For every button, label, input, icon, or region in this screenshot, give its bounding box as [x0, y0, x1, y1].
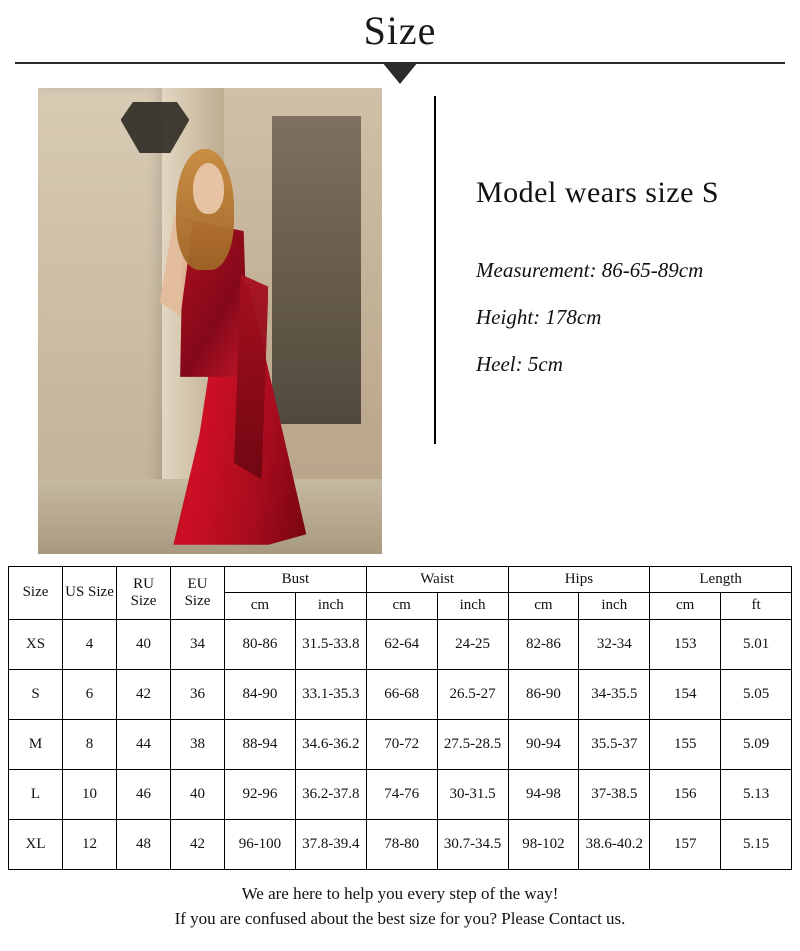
size-table: [8, 566, 792, 870]
hero-section: [0, 88, 800, 560]
cell-waist-cm: 62-64: [366, 619, 437, 669]
caret-down-icon: [382, 62, 418, 84]
page-header: [0, 0, 800, 64]
cell-waist-cm: 70-72: [366, 719, 437, 769]
cell-size: M: [9, 719, 63, 769]
cell-bust-cm: 92-96: [225, 769, 296, 819]
cell-waist-inch: 30-31.5: [437, 769, 508, 819]
footer-line-1: We are here to help you every step of the way!: [241, 884, 559, 903]
model-photo: [38, 88, 382, 554]
table-row: [9, 669, 792, 719]
cell-length-ft: 5.05: [721, 669, 792, 719]
size-table-head: [9, 567, 792, 620]
cell-length-cm: 154: [650, 669, 721, 719]
cell-hips-cm: 98-102: [508, 819, 579, 869]
header-length-ft: ft: [721, 593, 792, 619]
cell-hips-cm: 90-94: [508, 719, 579, 769]
size-table-body: [9, 619, 792, 869]
header-size: Size: [9, 567, 63, 620]
header-hips-inch: inch: [579, 593, 650, 619]
cell-waist-cm: 66-68: [366, 669, 437, 719]
cell-size: S: [9, 669, 63, 719]
cell-bust-cm: 88-94: [225, 719, 296, 769]
model-head: [193, 163, 224, 214]
measurement-value: 86-65-89cm: [601, 258, 704, 282]
table-row: [9, 819, 792, 869]
cell-eu: 36: [171, 669, 225, 719]
heel-value: 5cm: [527, 352, 563, 376]
cell-length-ft: 5.15: [721, 819, 792, 869]
model-measurement-line: [476, 258, 800, 283]
cell-waist-inch: 26.5-27: [437, 669, 508, 719]
cell-us: 8: [63, 719, 117, 769]
cell-length-ft: 5.13: [721, 769, 792, 819]
cell-length-cm: 155: [650, 719, 721, 769]
cell-length-cm: 153: [650, 619, 721, 669]
footer-line-2: If you are confused about the best size for you? Please Contact us.: [174, 908, 626, 928]
header-waist: Waist: [366, 567, 508, 593]
model-height-line: [476, 305, 800, 330]
cell-hips-inch: 34-35.5: [579, 669, 650, 719]
cell-us: 12: [63, 819, 117, 869]
cell-ru: 48: [117, 819, 171, 869]
header-us-size: US Size: [63, 567, 117, 620]
cell-bust-cm: 84-90: [225, 669, 296, 719]
size-table-wrapper: [8, 566, 792, 870]
measurement-label: Measurement:: [476, 258, 597, 282]
model-info: [434, 88, 800, 560]
header-eu-size: EU Size: [171, 567, 225, 620]
cell-ru: 46: [117, 769, 171, 819]
header-ru-size: RU Size: [117, 567, 171, 620]
cell-hips-inch: 35.5-37: [579, 719, 650, 769]
cell-waist-cm: 78-80: [366, 819, 437, 869]
cell-waist-cm: 74-76: [366, 769, 437, 819]
header-length: Length: [650, 567, 792, 593]
page-title: Size: [363, 8, 437, 53]
cell-size: XS: [9, 619, 63, 669]
cell-hips-cm: 82-86: [508, 619, 579, 669]
header-hips-cm: cm: [508, 593, 579, 619]
heel-label: Heel:: [476, 352, 523, 376]
header-bust: Bust: [225, 567, 367, 593]
table-header-row-groups: [9, 567, 792, 593]
cell-eu: 42: [171, 819, 225, 869]
header-bust-cm: cm: [225, 593, 296, 619]
cell-eu: 38: [171, 719, 225, 769]
cell-length-ft: 5.09: [721, 719, 792, 769]
cell-us: 10: [63, 769, 117, 819]
model-size-heading: Model wears size S: [476, 176, 720, 209]
cell-bust-inch: 31.5-33.8: [295, 619, 366, 669]
height-label: Height:: [476, 305, 541, 329]
cell-waist-inch: 24-25: [437, 619, 508, 669]
model-photo-image: [38, 88, 382, 554]
footer-note: [8, 882, 792, 931]
cell-bust-inch: 33.1-35.3: [295, 669, 366, 719]
table-row: [9, 619, 792, 669]
cell-length-cm: 156: [650, 769, 721, 819]
cell-eu: 34: [171, 619, 225, 669]
cell-eu: 40: [171, 769, 225, 819]
header-divider: [15, 62, 785, 64]
photo-door: [272, 116, 361, 424]
cell-hips-inch: 32-34: [579, 619, 650, 669]
header-waist-cm: cm: [366, 593, 437, 619]
table-row: [9, 719, 792, 769]
cell-length-ft: 5.01: [721, 619, 792, 669]
cell-waist-inch: 27.5-28.5: [437, 719, 508, 769]
header-hips: Hips: [508, 567, 650, 593]
header-length-cm: cm: [650, 593, 721, 619]
cell-ru: 40: [117, 619, 171, 669]
header-bust-inch: inch: [295, 593, 366, 619]
cell-bust-cm: 80-86: [225, 619, 296, 669]
cell-hips-inch: 37-38.5: [579, 769, 650, 819]
height-value: 178cm: [545, 305, 602, 329]
cell-bust-inch: 34.6-36.2: [295, 719, 366, 769]
table-row: [9, 769, 792, 819]
cell-bust-inch: 36.2-37.8: [295, 769, 366, 819]
cell-bust-inch: 37.8-39.4: [295, 819, 366, 869]
cell-bust-cm: 96-100: [225, 819, 296, 869]
cell-hips-cm: 86-90: [508, 669, 579, 719]
header-waist-inch: inch: [437, 593, 508, 619]
cell-us: 4: [63, 619, 117, 669]
cell-us: 6: [63, 669, 117, 719]
cell-ru: 44: [117, 719, 171, 769]
model-heel-line: [476, 352, 800, 377]
cell-hips-cm: 94-98: [508, 769, 579, 819]
cell-size: L: [9, 769, 63, 819]
cell-waist-inch: 30.7-34.5: [437, 819, 508, 869]
cell-size: XL: [9, 819, 63, 869]
cell-hips-inch: 38.6-40.2: [579, 819, 650, 869]
cell-length-cm: 157: [650, 819, 721, 869]
cell-ru: 42: [117, 669, 171, 719]
